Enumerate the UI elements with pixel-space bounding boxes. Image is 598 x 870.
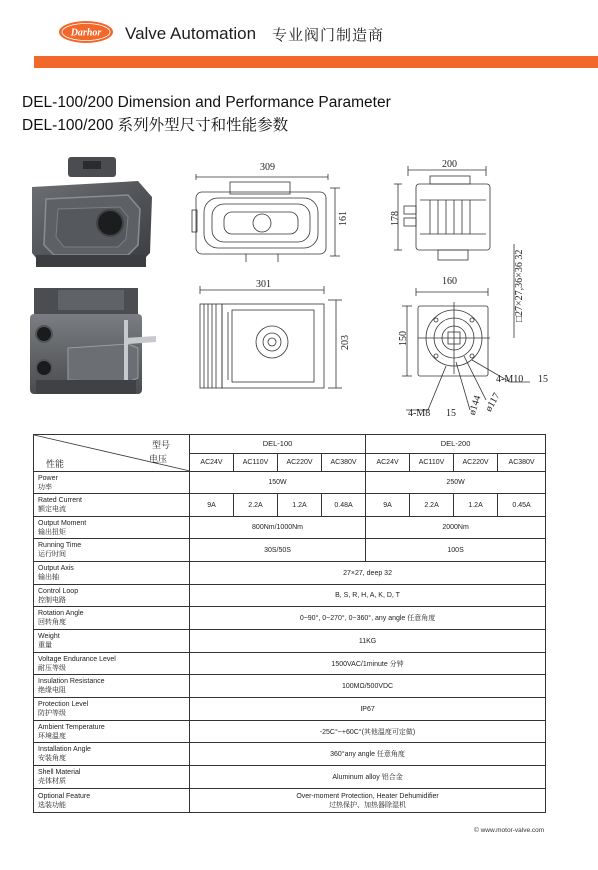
model-header-del100: DEL-100 — [190, 435, 366, 454]
svg-text:309: 309 — [260, 162, 275, 173]
row-label: Running Time 运行时间 — [34, 539, 190, 562]
table-cell: 11KG — [190, 630, 546, 653]
table-cell: 2000Nm — [366, 517, 546, 539]
table-cell: 0~90°, 0~270°, 0~360°, any angle 任意角度 — [190, 607, 546, 630]
table-row — [34, 698, 546, 721]
corner-voltage-label: 电压 — [149, 454, 168, 464]
voltage-header: AC24V — [366, 453, 410, 472]
table-cell: 2.2A — [410, 494, 454, 517]
table-cell: Aluminum alloy 铝合金 — [190, 766, 546, 789]
svg-text:Darhor: Darhor — [70, 27, 102, 39]
table-cell: 100S — [366, 539, 546, 562]
table-row — [34, 472, 546, 494]
drawing-front-view — [190, 278, 360, 400]
darhor-logo — [58, 20, 114, 44]
table-row — [34, 743, 546, 766]
actuator-photo-side — [28, 286, 160, 398]
table-cell: -25C°~+60C°(其他温度可定做) — [190, 721, 546, 743]
row-label: Output Moment 输出扭矩 — [34, 517, 190, 539]
table-cell — [190, 789, 546, 813]
row-label: Rated Current 额定电流 — [34, 494, 190, 517]
row-label: Shell Material 壳体材质 — [34, 766, 190, 789]
svg-text:178: 178 — [390, 211, 401, 226]
table-row — [34, 675, 546, 698]
row-label: Installation Angle 安装角度 — [34, 743, 190, 766]
row-label: Rotation Angle 回转角度 — [34, 607, 190, 630]
table-row — [34, 494, 546, 517]
drawing-bottom-view — [392, 240, 560, 418]
spec-table — [33, 434, 546, 813]
table-row — [34, 517, 546, 539]
optional-feature-en: Over-moment Protection, Heater Dehumidifier — [296, 792, 439, 800]
svg-text:15: 15 — [538, 374, 548, 385]
table-cell: 0.48A — [322, 494, 366, 517]
svg-text:ø117: ø117 — [483, 391, 503, 414]
header-accent-bar — [34, 56, 598, 68]
table-row — [34, 607, 546, 630]
page-title-en: DEL-100/200 Dimension and Performance Parameter — [22, 94, 391, 111]
table-corner-header — [34, 435, 190, 472]
svg-text:203: 203 — [340, 335, 351, 350]
table-cell: B, S, R, H, A, K, D, T — [190, 585, 546, 607]
voltage-header: AC220V — [278, 453, 322, 472]
voltage-header: AC220V — [454, 453, 498, 472]
row-label: Insulation Resistance 绝缘电阻 — [34, 675, 190, 698]
svg-text:150: 150 — [398, 331, 409, 346]
row-label: Power 功率 — [34, 472, 190, 494]
table-cell: 100MΩ/500VDC — [190, 675, 546, 698]
svg-text:160: 160 — [442, 276, 457, 287]
table-row — [34, 789, 546, 813]
table-row — [34, 653, 546, 675]
row-label: Voltage Endurance Level 耐压等级 — [34, 653, 190, 675]
svg-text:161: 161 — [338, 211, 349, 226]
table-cell: 30S/50S — [190, 539, 366, 562]
footer-url: © www.motor-valve.com — [474, 827, 545, 834]
table-cell: 1500VAC/1minute 分钟 — [190, 653, 546, 675]
svg-text:4-M8: 4-M8 — [408, 408, 431, 418]
row-label: Output Axis 输出轴 — [34, 562, 190, 585]
svg-text:□27×27,36×36 32: □27×27,36×36 32 — [514, 249, 525, 322]
page-title-cn: DEL-100/200 系列外型尺寸和性能参数 — [22, 117, 289, 134]
optional-feature-cn: 过热保护、加热器除湿机 — [329, 801, 407, 809]
corner-model-label: 型号 — [152, 440, 171, 450]
voltage-header: AC24V — [190, 453, 234, 472]
table-cell: 360°any angle 任意角度 — [190, 743, 546, 766]
svg-text:301: 301 — [256, 279, 271, 290]
model-header-del200: DEL-200 — [366, 435, 546, 454]
actuator-photo-top — [28, 157, 156, 269]
table-cell: 250W — [366, 472, 546, 494]
row-label: Protection Level 防护等级 — [34, 698, 190, 721]
brand-name-cn: 专业阀门制造商 — [272, 27, 385, 44]
row-label: Optional Feature 选装功能 — [34, 789, 190, 813]
table-cell: 2.2A — [234, 494, 278, 517]
voltage-header: AC110V — [234, 453, 278, 472]
row-label: Ambient Temperature 环境温度 — [34, 721, 190, 743]
table-cell: 1.2A — [278, 494, 322, 517]
voltage-header: AC110V — [410, 453, 454, 472]
row-label: Weight 重量 — [34, 630, 190, 653]
table-cell: 9A — [190, 494, 234, 517]
table-cell: IP67 — [190, 698, 546, 721]
table-row — [34, 562, 546, 585]
svg-text:15: 15 — [446, 408, 456, 418]
table-cell: 27×27, deep 32 — [190, 562, 546, 585]
table-row — [34, 539, 546, 562]
table-cell: 9A — [366, 494, 410, 517]
drawing-top-view — [190, 158, 352, 270]
table-cell: 0.45A — [498, 494, 546, 517]
svg-text:4-M10: 4-M10 — [496, 374, 524, 385]
table-row — [34, 766, 546, 789]
svg-text:ø144: ø144 — [466, 394, 484, 417]
row-label: Control Loop 控制电路 — [34, 585, 190, 607]
corner-performance-label: 性能 — [46, 459, 65, 469]
voltage-header: AC380V — [322, 453, 366, 472]
table-row — [34, 630, 546, 653]
table-cell: 1.2A — [454, 494, 498, 517]
table-cell: 150W — [190, 472, 366, 494]
table-row — [34, 721, 546, 743]
voltage-header: AC380V — [498, 453, 546, 472]
table-cell: 800Nm/1000Nm — [190, 517, 366, 539]
svg-text:200: 200 — [442, 159, 457, 170]
table-row — [34, 585, 546, 607]
brand-name: Valve Automation — [125, 24, 257, 43]
